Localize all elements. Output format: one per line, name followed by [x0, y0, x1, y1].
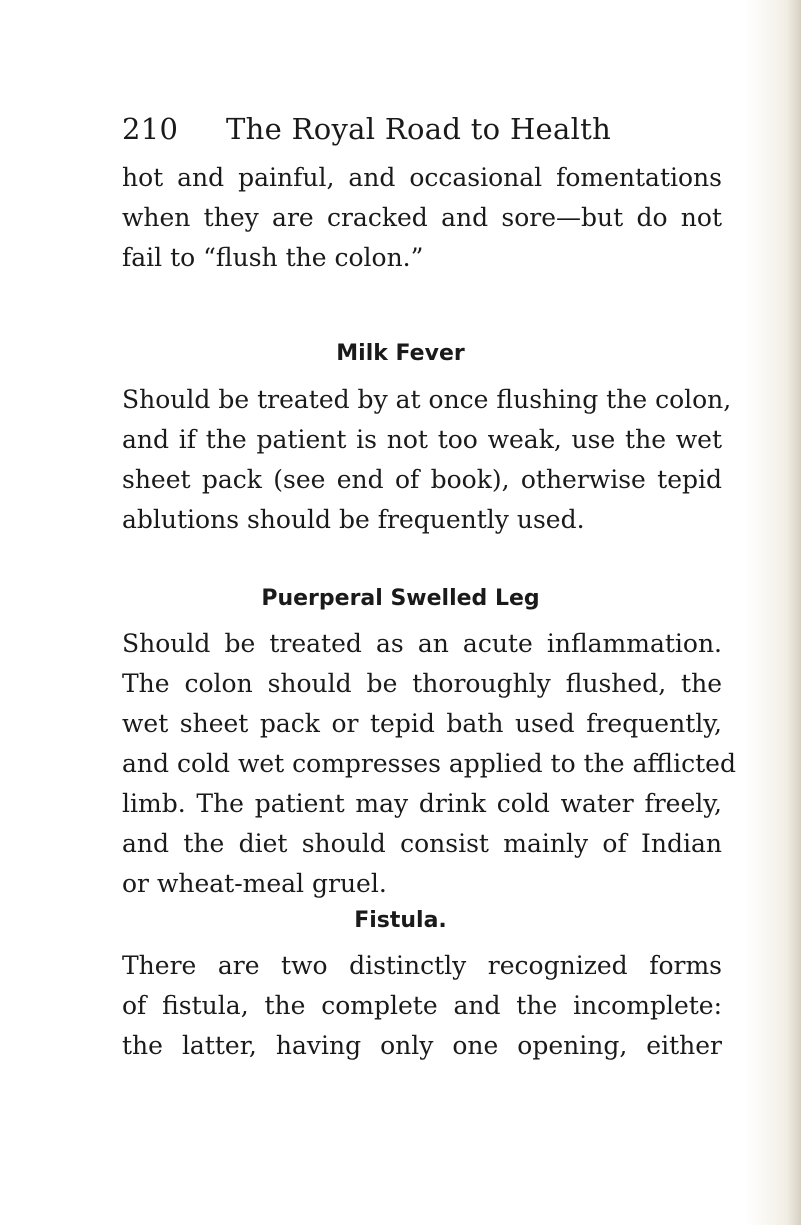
intro-paragraph [122, 158, 722, 278]
fistula-paragraph [122, 946, 722, 1066]
text-line: The colon should be thoroughly flushed, the [122, 669, 722, 698]
text-line: and the diet should consist mainly of Indian [122, 829, 722, 858]
text-line: and if the patient is not too weak, use the wet [122, 425, 722, 454]
text-line: and cold wet compresses applied to the afflicted [122, 749, 736, 778]
milk-fever-paragraph [122, 380, 732, 540]
puerperal-paragraph [122, 624, 736, 904]
text-line: Should be treated as an acute inflammation. [122, 629, 722, 658]
text-line: or wheat-meal gruel. [122, 869, 387, 898]
text-line: fail to “flush the colon.” [122, 243, 424, 272]
section-heading-puerperal-swelled-leg: Puerperal Swelled Leg [261, 586, 540, 611]
text-line: when they are cracked and sore—but do not [122, 203, 722, 232]
text-line: wet sheet pack or tepid bath used frequently, [122, 709, 722, 738]
text-line: There are two distinctly recognized forms [122, 951, 722, 980]
text-line: Should be treated by at once flushing the colon, [122, 385, 732, 414]
text-line: of fistula, the complete and the incomplete: [122, 991, 722, 1020]
section-heading-milk-fever: Milk Fever [336, 341, 465, 366]
text-line: ablutions should be frequently used. [122, 505, 585, 534]
text-line: the latter, having only one opening, either [122, 1031, 722, 1060]
page-number: 210 [122, 112, 179, 146]
text-line: sheet pack (see end of book), otherwise tepid [122, 465, 722, 494]
text-line: hot and painful, and occasional fomentations [122, 163, 722, 192]
section-heading-fistula: Fistula. [354, 908, 447, 933]
running-title: The Royal Road to Health [226, 112, 612, 146]
running-head [122, 112, 722, 152]
text-line: limb. The patient may drink cold water freely, [122, 789, 722, 818]
